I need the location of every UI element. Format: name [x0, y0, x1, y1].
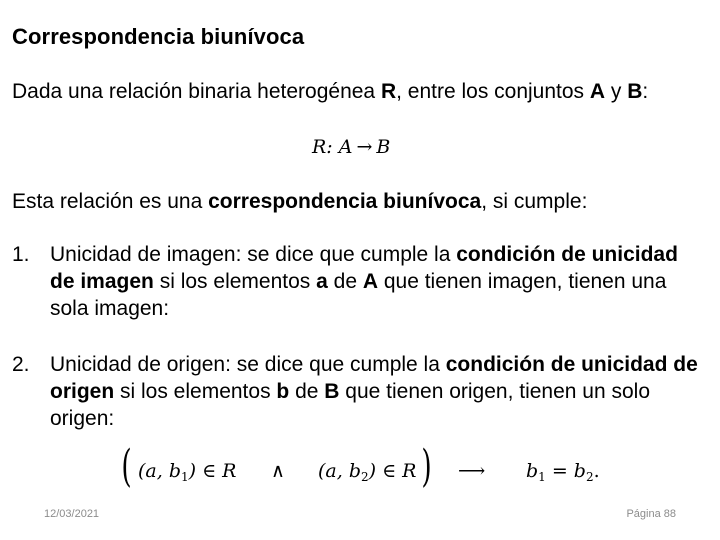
item-bold: A	[362, 270, 379, 293]
formula-result	[526, 460, 600, 484]
intro-text: , entre los conjuntos	[396, 80, 590, 103]
item-bold: B	[324, 380, 340, 403]
pair-text: (a, b	[318, 460, 361, 482]
list-item-text	[50, 351, 702, 432]
close-paren: )	[421, 441, 432, 492]
item-text: Unicidad de imagen: se dice que cumple la	[50, 243, 457, 266]
set-b: B	[627, 80, 643, 103]
result-text: = b	[545, 460, 586, 482]
item-text: que tienen origen, tienen un solo origen:	[50, 380, 651, 430]
statement-text: , si cumple:	[481, 190, 588, 213]
set-a: A	[589, 80, 606, 103]
list-item	[12, 351, 702, 432]
formula-pair-2	[318, 460, 417, 484]
item-text: de	[289, 380, 325, 403]
pair-text: ) ∈ R	[368, 460, 417, 482]
list-item-text	[50, 241, 702, 322]
result-text: b	[526, 460, 539, 482]
statement-text: Esta relación es una	[12, 190, 209, 213]
list-item	[12, 241, 702, 322]
result-text: .	[593, 460, 600, 482]
statement-bold: correspondencia biunívoca	[208, 190, 482, 213]
item-text: de	[327, 270, 363, 293]
uniqueness-formula	[118, 441, 618, 498]
intro-text: :	[642, 80, 649, 103]
item-text: si los elementos	[153, 270, 317, 293]
subscript: 1	[180, 470, 189, 484]
subscript: 2	[360, 470, 369, 484]
item-bold: a	[316, 270, 328, 293]
footer-date: 12/03/2021	[44, 508, 100, 520]
item-bold: condición de unicidad de imagen	[50, 243, 678, 293]
arrow-icon: →	[356, 136, 373, 158]
intro-paragraph	[12, 78, 702, 105]
formula-rhs: B	[376, 136, 391, 158]
statement-paragraph	[12, 188, 702, 215]
intro-text: Dada una relación binaria heterogénea	[12, 80, 381, 103]
formula-pair-1	[138, 460, 237, 484]
item-text: si los elementos	[114, 380, 277, 403]
subscript: 2	[585, 470, 594, 484]
relation-formula	[312, 136, 390, 158]
slide-title: Correspondencia biunívoca	[12, 24, 305, 49]
subscript: 1	[538, 470, 546, 484]
formula-lhs: R: A	[312, 136, 353, 158]
list-number: 2.	[12, 353, 30, 376]
item-text: Unicidad de origen: se dice que cumple la	[50, 353, 446, 376]
item-bold: b	[276, 380, 290, 403]
pair-text: ) ∈ R	[188, 460, 237, 482]
intro-text: y	[605, 80, 628, 103]
relation-r: R	[380, 80, 397, 103]
implies-arrow-icon: ⟶	[458, 460, 486, 482]
footer-page-number: Página 88	[626, 508, 676, 520]
pair-text: (a, b	[138, 460, 181, 482]
list-number: 1.	[12, 243, 30, 266]
item-text: que tienen imagen, tienen una sola imagen:	[50, 270, 667, 320]
open-paren: (	[121, 441, 132, 492]
and-symbol: ∧	[271, 460, 285, 482]
item-bold: condición de unicidad de origen	[50, 353, 698, 403]
